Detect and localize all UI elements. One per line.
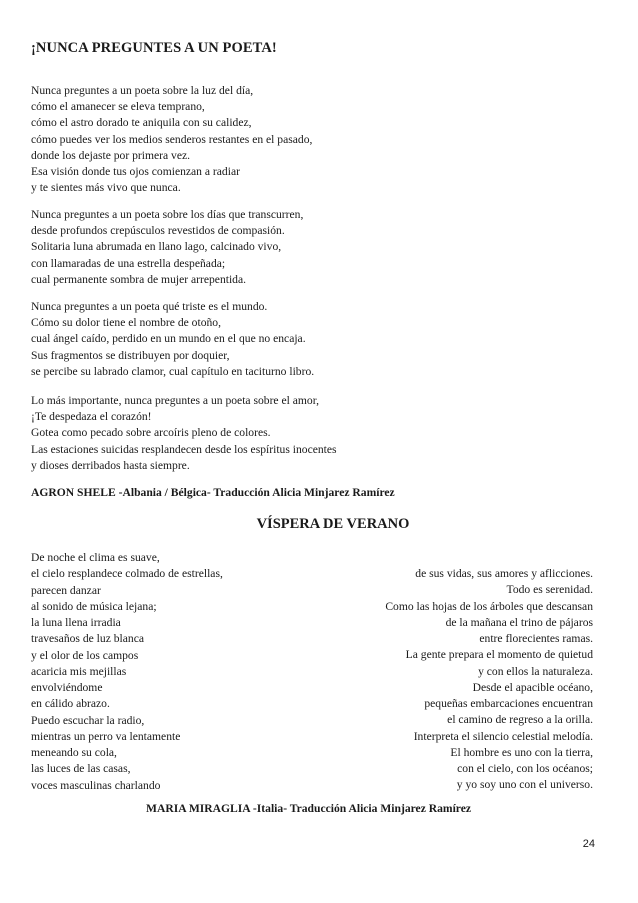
poem-line: Puedo escuchar la radio, — [31, 713, 145, 727]
poem-line: travesaños de luz blanca — [31, 632, 144, 646]
poem2-right-column — [385, 566, 593, 794]
poem-line: El hombre es uno con la tierra, — [450, 745, 593, 759]
poem-line: parecen danzar — [31, 583, 101, 597]
poem-line: De noche el clima es suave, — [31, 551, 160, 564]
poem1-stanza-3 — [31, 299, 314, 380]
poem1-stanza-2 — [31, 207, 303, 288]
poem-line: con llamaradas de una estrella despeñada; — [31, 256, 226, 270]
poem-line: Interpreta el silencio celestial melodía. — [413, 729, 593, 743]
poem-line: y con ellos la naturaleza. — [478, 664, 593, 678]
poem-line: y te sientes más vivo que nunca. — [31, 181, 181, 195]
page-number: 24 — [582, 838, 595, 850]
poem-line: y el olor de los campos — [31, 648, 139, 662]
poem-line: y dioses derribados hasta siempre. — [31, 458, 190, 472]
poem-line: ¡Te despedaza el corazón! — [31, 410, 152, 424]
poem-line: donde los dejaste por primera vez. — [31, 148, 191, 162]
poem-line: Nunca preguntes a un poeta sobre los días que transcurren, — [31, 208, 304, 221]
poem2-title: VÍSPERA DE VERANO — [256, 516, 410, 532]
poem-line: con el cielo, con los océanos; — [457, 762, 593, 775]
poem-line: desde profundos crepúsculos revestidos de compasión. — [31, 224, 285, 238]
poem-line: se percibe su labrado clamor, cual capítulo en taciturno libro. — [31, 364, 315, 378]
poem-line: mientras un perro va lentamente — [31, 729, 181, 743]
poem-line: Lo más importante, nunca preguntes a un poeta sobre el amor, — [31, 394, 319, 407]
poem-line: las luces de las casas, — [31, 762, 131, 776]
poem-line: al sonido de música lejana; — [31, 599, 157, 613]
poem-line: pequeñas embarcaciones encuentran — [424, 697, 593, 710]
poem-line: cual ángel caído, perdido en un mundo en el que no encaja. — [31, 332, 306, 346]
poem-line: Las estaciones suicidas resplandecen desde los espíritus inocentes — [31, 442, 337, 456]
poem-line: meneando su cola, — [31, 746, 117, 759]
poem-line: Cómo su dolor tiene el nombre de otoño, — [31, 316, 221, 330]
poem2-title-row — [0, 516, 638, 533]
poem-line: Gotea como pecado sobre arcoíris pleno de colores. — [31, 426, 271, 440]
poem-line: Nunca preguntes a un poeta qué triste es el mundo. — [31, 300, 268, 313]
poem-line: Desde el apacible océano, — [472, 680, 593, 694]
poem-line: de sus vidas, sus amores y aflicciones. — [415, 567, 593, 580]
poem1-title: ¡NUNCA PREGUNTES A UN POETA! — [31, 40, 277, 56]
poem-line: cómo el astro dorado te aniquila con su calidez, — [31, 116, 252, 130]
poem2-credit: MARIA MIRAGLIA -Italia- Traducción Alicia Minjarez Ramírez — [146, 802, 472, 815]
poem2-left-column — [31, 550, 223, 794]
poem-line: voces masculinas charlando — [31, 778, 161, 792]
poem-line: envolviéndome — [31, 681, 103, 694]
poem-line: entre florecientes ramas. — [479, 632, 593, 645]
poem1-credit: AGRON SHELE -Albania / Bélgica- Traducción Alicia Minjarez Ramírez — [31, 486, 395, 499]
poem-line: acaricia mis mejillas — [31, 664, 127, 678]
poem-line: Todo es serenidad. — [506, 583, 593, 597]
poem-line: Nunca preguntes a un poeta sobre la luz del día, — [31, 84, 254, 97]
poem-line: Esa visión donde tus ojos comienzan a radiar — [31, 165, 240, 179]
poem-line: el cielo resplandece colmado de estrellas, — [31, 567, 223, 581]
poem1-stanza-4 — [31, 393, 337, 474]
poem-line: el camino de regreso a la orilla. — [447, 713, 593, 727]
poem-line: cual permanente sombra de mujer arrepentida. — [31, 272, 247, 286]
poem-line: y yo soy uno con el universo. — [456, 778, 593, 792]
poem-line: la luna llena irradia — [31, 616, 121, 629]
poem-line: en cálido abrazo. — [31, 697, 110, 711]
poem-line: de la mañana el trino de pájaros — [445, 615, 593, 629]
poem-line: cómo el amanecer se eleva temprano, — [31, 100, 205, 114]
poem-line: Solitaria luna abrumada en llano lago, calcinado vivo, — [31, 240, 282, 254]
poem-line: La gente prepara el momento de quietud — [405, 648, 593, 662]
poem-line: Sus fragmentos se distribuyen por doquier, — [31, 348, 230, 362]
poem1-stanza-1 — [31, 83, 312, 196]
poem-line: cómo puedes ver los medios senderos restantes en el pasado, — [31, 132, 313, 146]
poem-line: Como las hojas de los árboles que descansan — [385, 599, 593, 613]
